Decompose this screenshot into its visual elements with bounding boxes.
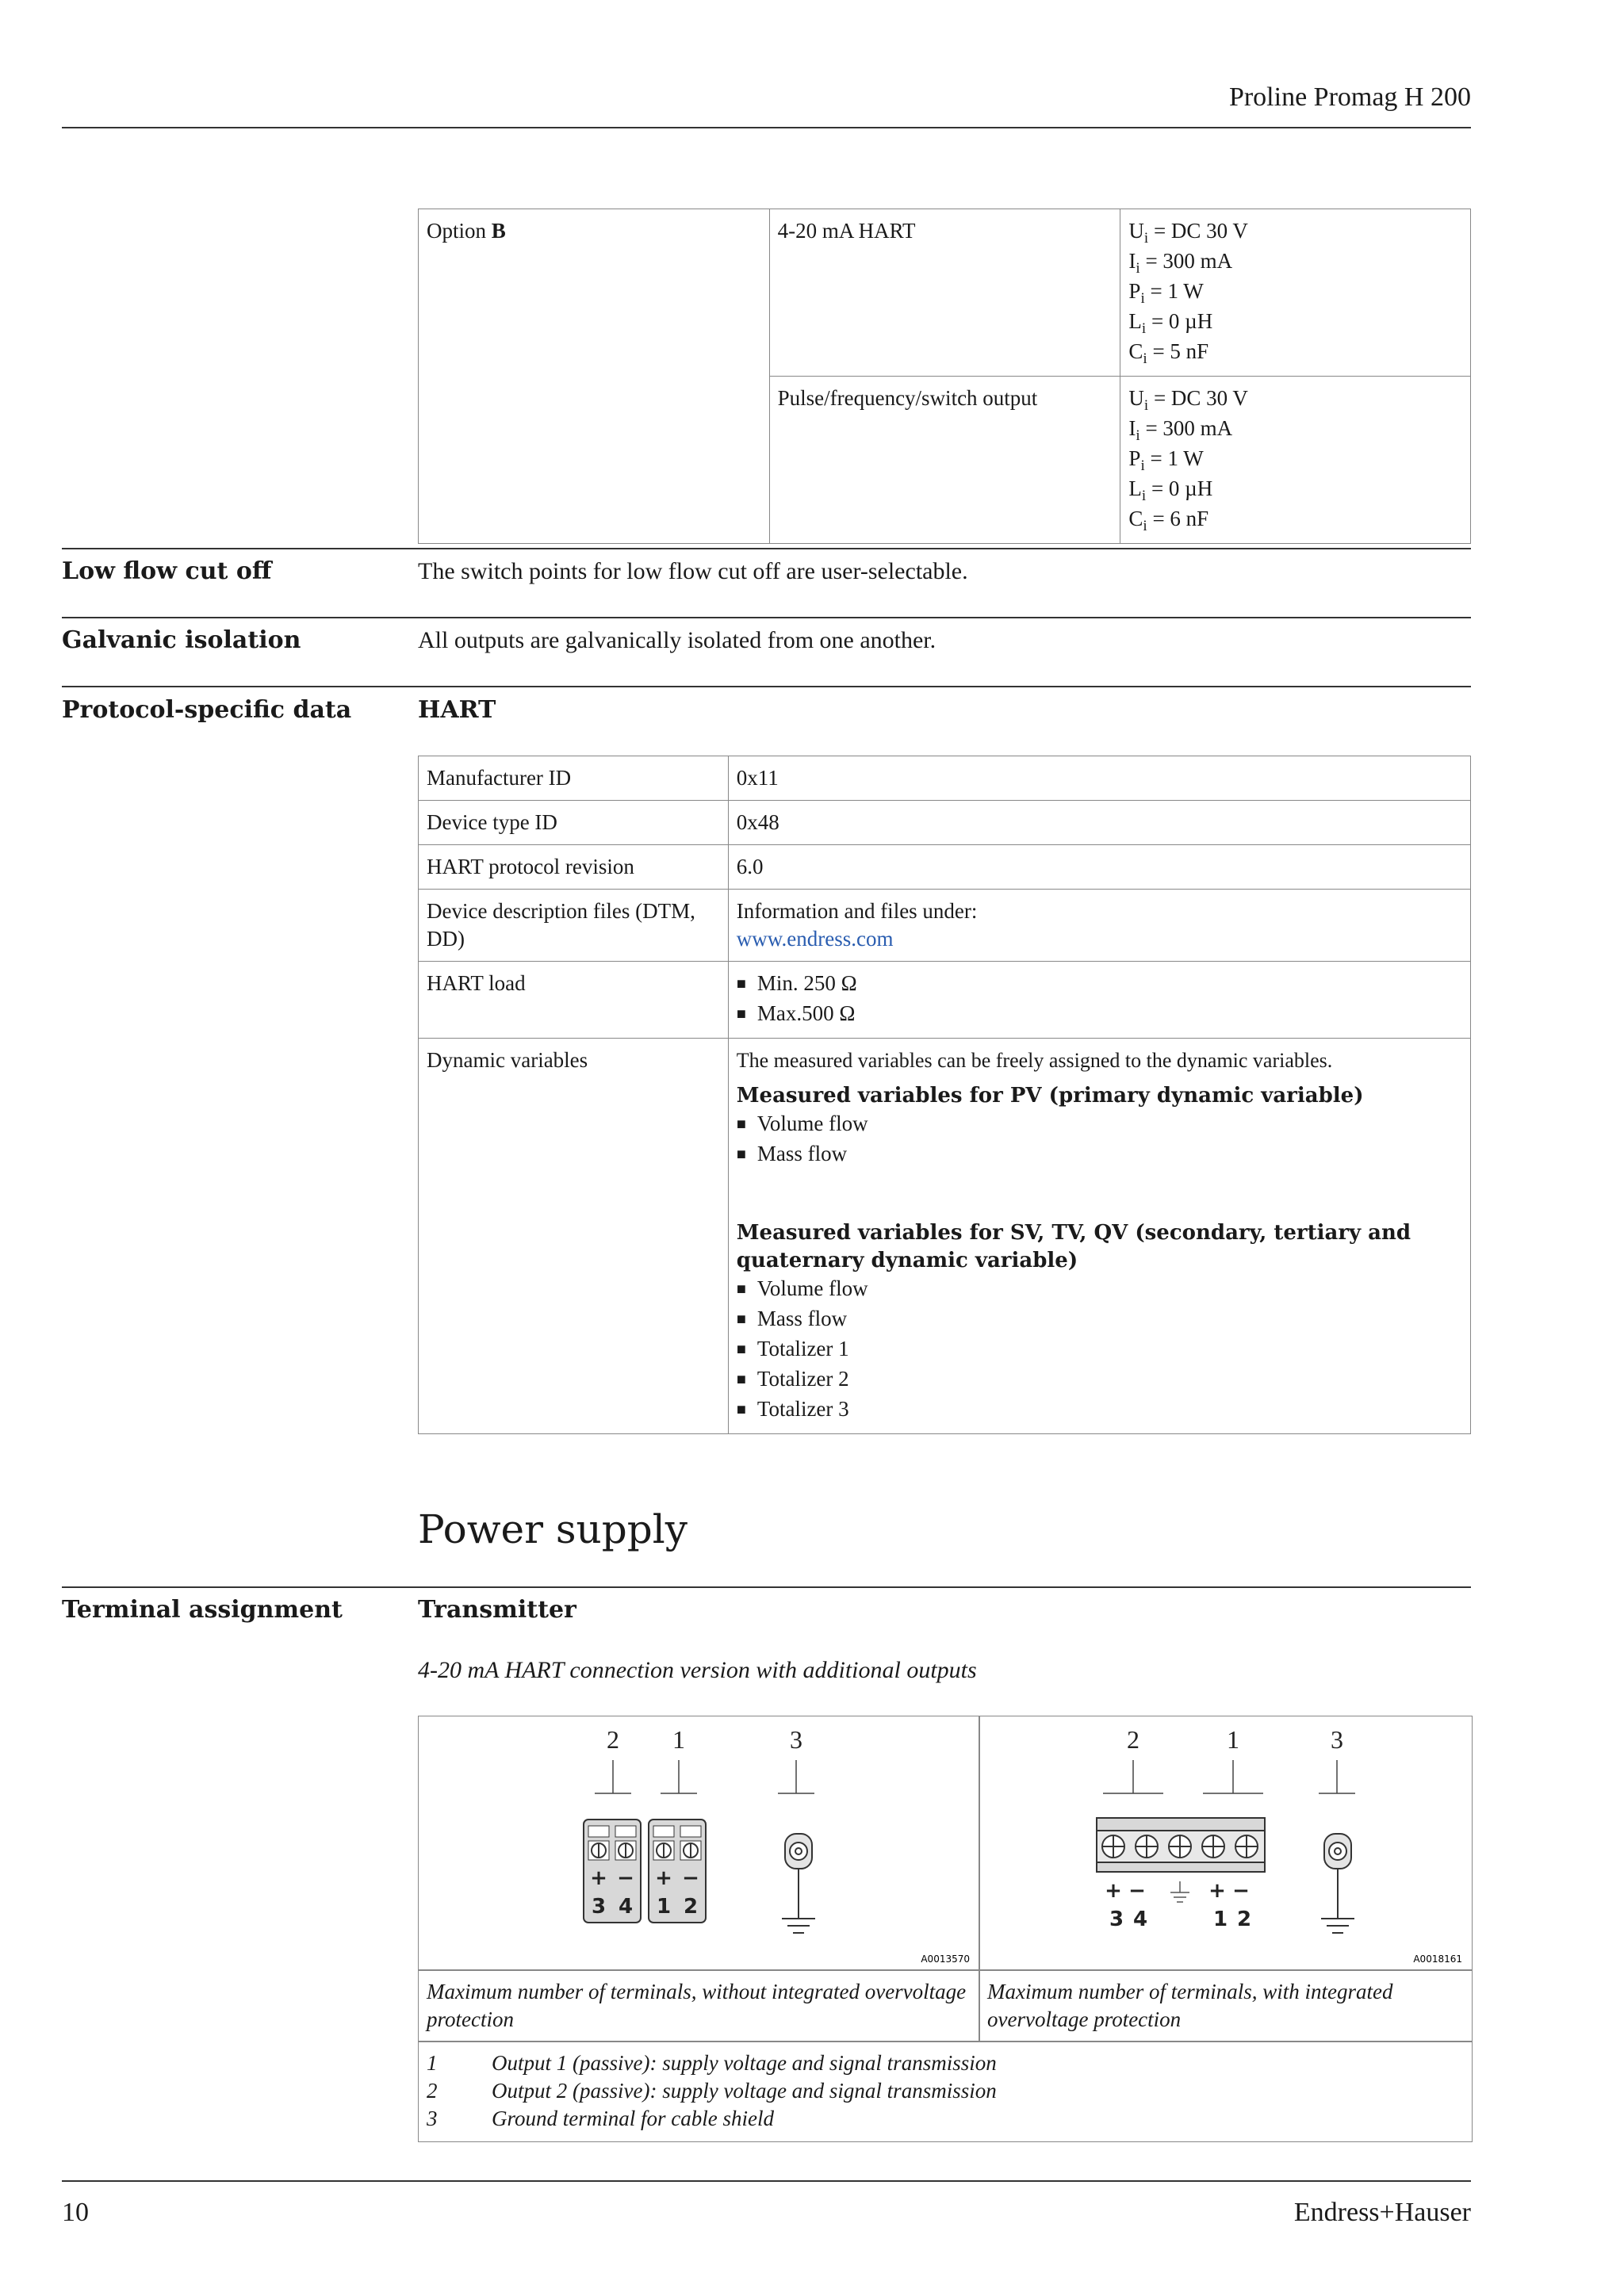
low-flow-label: Low flow cut off [62, 557, 272, 585]
value-line: $C_i = 6$ nF [1128, 507, 1209, 534]
svg-text:+: + [655, 1866, 672, 1890]
ground-terminal-icon [782, 1834, 815, 1933]
value-line: $L_i = 0$ µH [1128, 476, 1213, 504]
legend-item: 3 Ground terminal for cable shield [427, 2107, 774, 2130]
device-type-label: Device type ID [419, 801, 729, 845]
dyn-intro: The measured variables can be freely assigned to the dynamic variables. [736, 1049, 1333, 1072]
values-cell [1120, 209, 1471, 377]
option-label: Option [427, 219, 487, 243]
hart-load-value [728, 962, 1470, 1039]
legend-item: 1 Output 1 (passive): supply voltage and signal transmission [427, 2051, 997, 2075]
section-rule [62, 686, 1471, 687]
ground-terminal-icon [1321, 1834, 1354, 1933]
svg-text:2: 2 [683, 1895, 699, 1919]
callout-label: 1 [1227, 1725, 1239, 1754]
desc-files-text: Information and files under: [736, 899, 978, 923]
list-item: ■ Mass flow [737, 1140, 1462, 1170]
revision-label: HART protocol revision [419, 845, 729, 890]
footer-brand: Endress+Hauser [1293, 2198, 1471, 2227]
terminal-assignment-label: Terminal assignment [62, 1596, 343, 1624]
values-cell [1120, 377, 1471, 544]
signal-cell: Pulse/frequency/switch output [769, 377, 1120, 544]
svg-text:+: + [590, 1866, 607, 1890]
svg-text:3: 3 [591, 1895, 607, 1919]
hart-load-label: HART load [419, 962, 729, 1039]
svg-text:1: 1 [656, 1895, 672, 1919]
protocol-label: Protocol-specific data [62, 696, 352, 724]
revision-value: 6.0 [728, 845, 1470, 890]
callout-label: 3 [1331, 1725, 1343, 1754]
endress-link[interactable]: www.endress.com [736, 927, 894, 951]
value-line: $L_i = 0$ µH [1128, 309, 1213, 337]
low-flow-text: The switch points for low flow cut off are user-selectable. [418, 558, 968, 584]
figure-code: A0013570 [921, 1954, 970, 1965]
pv-heading: Measured variables for PV (primary dynamic variable) [736, 1084, 1364, 1108]
desc-files-value [728, 890, 1470, 962]
value-line: $U_i$ = DC 30 V [1128, 386, 1248, 414]
galvanic-label: Galvanic isolation [62, 626, 301, 654]
list-item: ■ Min. 250 Ω [737, 970, 1462, 1000]
figure-caption-left-box [418, 1969, 980, 2042]
list-item: ■ Mass flow [737, 1305, 1462, 1335]
value-line: $P_i = 1$ W [1128, 279, 1204, 307]
callout-label: 2 [607, 1725, 619, 1754]
section-rule [62, 617, 1471, 618]
device-type-value: 0x48 [728, 801, 1470, 845]
signal-cell: 4-20 mA HART [769, 209, 1120, 377]
option-value: B [491, 219, 506, 243]
terminal-figure-left [418, 1716, 980, 1971]
svg-text:−: − [1128, 1879, 1146, 1903]
svg-text:2: 2 [1236, 1908, 1252, 1931]
figure-caption-right: Maximum number of terminals, with integrated overvoltage protection [987, 1980, 1393, 2031]
value-line: $P_i = 1$ W [1128, 446, 1204, 474]
hart-heading: HART [418, 696, 496, 724]
dynamic-variables-value [728, 1039, 1470, 1434]
svg-text:4: 4 [618, 1895, 634, 1919]
svg-text:−: − [682, 1866, 699, 1890]
section-rule [62, 548, 1471, 549]
svg-text:+: + [1105, 1879, 1122, 1903]
ground-symbol-icon [1170, 1881, 1189, 1902]
figure-legend [418, 2041, 1473, 2142]
terminal-figure-right [979, 1716, 1473, 1971]
callout-label: 1 [672, 1725, 685, 1754]
legend-item: 2 Output 2 (passive): supply voltage and signal transmission [427, 2079, 997, 2103]
section-title: Power supply [418, 1506, 688, 1552]
figure-caption-right-box [979, 1969, 1473, 2042]
figure-code: A0018161 [1413, 1954, 1462, 1965]
list-item: ■ Max.500 Ω [737, 1000, 1462, 1030]
option-table [418, 209, 1471, 544]
option-cell [419, 209, 770, 544]
svg-text:+: + [1208, 1879, 1226, 1903]
svg-text:1: 1 [1212, 1908, 1228, 1931]
galvanic-text: All outputs are galvanically isolated from one another. [418, 627, 936, 653]
list-item: ■ Volume flow [737, 1110, 1462, 1140]
list-item: ■ Volume flow [737, 1275, 1462, 1305]
sv-heading: Measured variables for SV, TV, QV (secondary, tertiary and quaternary dynamic variable) [736, 1221, 1411, 1272]
svg-text:3: 3 [1109, 1908, 1124, 1931]
header-rule [62, 127, 1471, 128]
manufacturer-label: Manufacturer ID [419, 756, 729, 801]
svg-text:−: − [1232, 1879, 1250, 1903]
transmitter-heading: Transmitter [418, 1596, 576, 1624]
list-item: ■ Totalizer 1 [737, 1335, 1462, 1365]
connection-caption: 4-20 mA HART connection version with additional outputs [418, 1657, 977, 1683]
dynamic-variables-label: Dynamic variables [419, 1039, 729, 1434]
footer-rule [62, 2180, 1471, 2182]
terminal-diagram-without-overvoltage [419, 1716, 979, 1970]
header-title: Proline Promag H 200 [1228, 82, 1471, 112]
value-line: $C_i = 5$ nF [1128, 339, 1209, 367]
hart-table [418, 756, 1471, 1434]
figure-caption-left: Maximum number of terminals, without integrated overvoltage protection [427, 1980, 967, 2031]
callout-label: 3 [790, 1725, 802, 1754]
value-line: $I_i = 300$ mA [1128, 249, 1233, 277]
value-line: $I_i = 300$ mA [1128, 416, 1233, 444]
value-line: $U_i$ = DC 30 V [1128, 219, 1248, 247]
svg-text:−: − [617, 1866, 634, 1890]
list-item: ■ Totalizer 3 [737, 1395, 1462, 1425]
manufacturer-value: 0x11 [728, 756, 1470, 801]
callout-label: 2 [1127, 1725, 1139, 1754]
terminal-diagram-with-overvoltage [979, 1716, 1472, 1970]
list-item: ■ Totalizer 2 [737, 1365, 1462, 1395]
page-number: 10 [62, 2198, 89, 2227]
svg-text:4: 4 [1132, 1908, 1148, 1931]
desc-files-label: Device description files (DTM, DD) [419, 890, 729, 962]
terminal-strip-icon [1097, 1818, 1265, 1872]
section-rule [62, 1586, 1471, 1588]
